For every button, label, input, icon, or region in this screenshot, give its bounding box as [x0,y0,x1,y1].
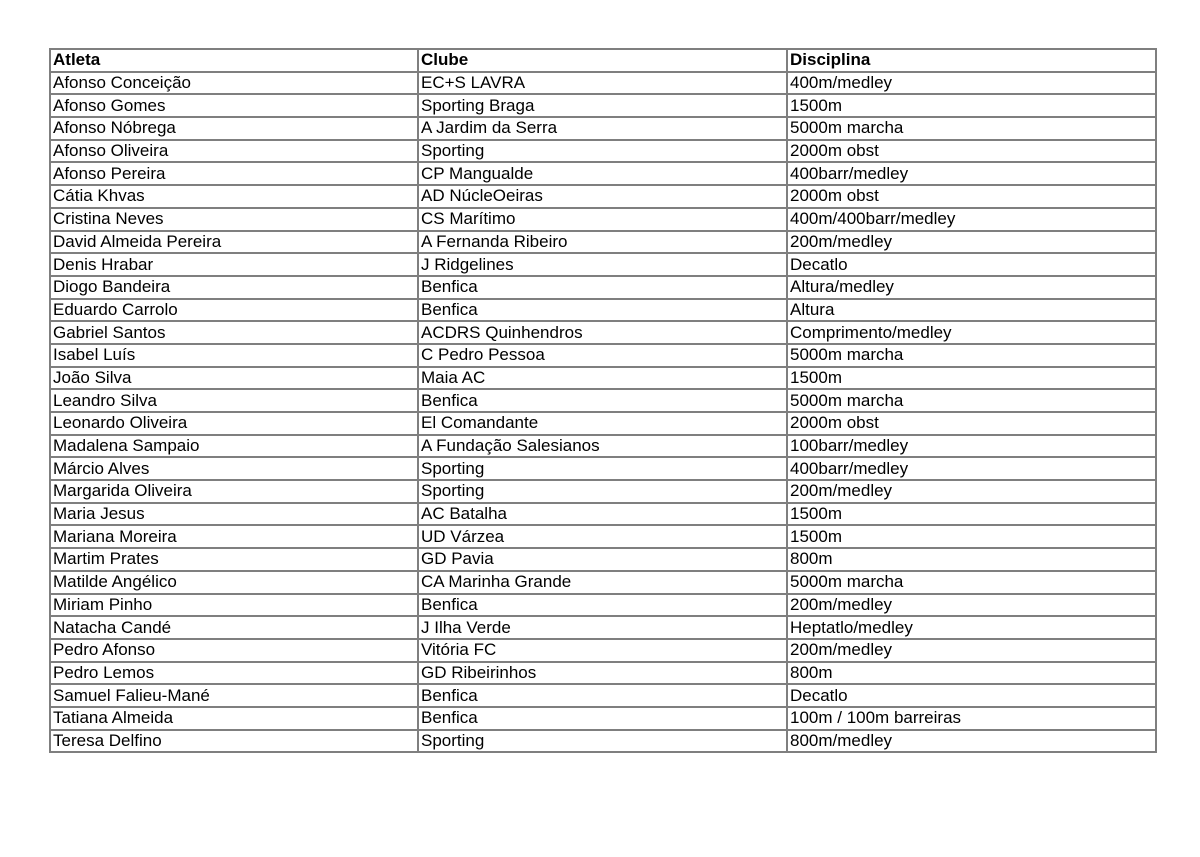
cell-clube: Sporting [418,140,787,163]
cell-atleta: Diogo Bandeira [50,276,418,299]
table-row [50,616,1156,639]
table-row [50,525,1156,548]
cell-clube: El Comandante [418,412,787,435]
cell-atleta: Samuel Falieu-Mané [50,684,418,707]
cell-clube: Benfica [418,299,787,322]
cell-atleta: Pedro Lemos [50,662,418,685]
cell-disciplina: Altura [787,299,1156,322]
table-row [50,117,1156,140]
table-row [50,684,1156,707]
cell-atleta: Cátia Khvas [50,185,418,208]
cell-clube: A Jardim da Serra [418,117,787,140]
table-row [50,321,1156,344]
cell-clube: GD Pavia [418,548,787,571]
cell-atleta: Afonso Gomes [50,94,418,117]
cell-atleta: Mariana Moreira [50,525,418,548]
table-row [50,72,1156,95]
column-header-disciplina: Disciplina [787,49,1156,72]
cell-atleta: Afonso Pereira [50,162,418,185]
cell-atleta: Matilde Angélico [50,571,418,594]
cell-disciplina: 200m/medley [787,594,1156,617]
table-row [50,594,1156,617]
cell-clube: Sporting Braga [418,94,787,117]
cell-atleta: Gabriel Santos [50,321,418,344]
table-row [50,276,1156,299]
athlete-sheet [49,48,1155,753]
cell-clube: Sporting [418,730,787,753]
cell-clube: J Ilha Verde [418,616,787,639]
cell-disciplina: 1500m [787,503,1156,526]
cell-clube: Vitória FC [418,639,787,662]
cell-clube: Benfica [418,684,787,707]
cell-clube: CS Marítimo [418,208,787,231]
cell-disciplina: 400barr/medley [787,162,1156,185]
cell-disciplina: 5000m marcha [787,344,1156,367]
cell-atleta: Afonso Nóbrega [50,117,418,140]
cell-disciplina: 100barr/medley [787,435,1156,458]
table-row [50,367,1156,390]
cell-atleta: João Silva [50,367,418,390]
cell-clube: CP Mangualde [418,162,787,185]
cell-atleta: Maria Jesus [50,503,418,526]
table-body [50,72,1156,753]
cell-atleta: Martim Prates [50,548,418,571]
cell-clube: C Pedro Pessoa [418,344,787,367]
table-row [50,185,1156,208]
cell-atleta: Márcio Alves [50,457,418,480]
cell-disciplina: 5000m marcha [787,389,1156,412]
athletes-table [49,48,1157,753]
table-row [50,162,1156,185]
cell-clube: Sporting [418,480,787,503]
column-header-atleta: Atleta [50,49,418,72]
table-row [50,480,1156,503]
table-row [50,435,1156,458]
cell-disciplina: 400m/medley [787,72,1156,95]
cell-clube: EC+S LAVRA [418,72,787,95]
table-row [50,389,1156,412]
cell-atleta: Cristina Neves [50,208,418,231]
cell-clube: J Ridgelines [418,253,787,276]
cell-disciplina: 100m / 100m barreiras [787,707,1156,730]
cell-disciplina: Heptatlo/medley [787,616,1156,639]
cell-disciplina: 1500m [787,94,1156,117]
header-row [50,49,1156,72]
cell-disciplina: 800m [787,662,1156,685]
table-row [50,344,1156,367]
cell-clube: A Fernanda Ribeiro [418,231,787,254]
table-row [50,662,1156,685]
cell-atleta: Leonardo Oliveira [50,412,418,435]
table-row [50,299,1156,322]
cell-clube: Benfica [418,389,787,412]
cell-atleta: Tatiana Almeida [50,707,418,730]
table-row [50,94,1156,117]
cell-atleta: Teresa Delfino [50,730,418,753]
table-row [50,730,1156,753]
cell-disciplina: 5000m marcha [787,117,1156,140]
table-row [50,548,1156,571]
table-row [50,208,1156,231]
cell-disciplina: 2000m obst [787,140,1156,163]
cell-clube: ACDRS Quinhendros [418,321,787,344]
cell-disciplina: Altura/medley [787,276,1156,299]
cell-disciplina: 2000m obst [787,412,1156,435]
cell-atleta: Madalena Sampaio [50,435,418,458]
cell-clube: AD NúcleOeiras [418,185,787,208]
table-row [50,231,1156,254]
cell-disciplina: 400m/400barr/medley [787,208,1156,231]
table-row [50,412,1156,435]
table-row [50,457,1156,480]
table-row [50,503,1156,526]
cell-atleta: Afonso Oliveira [50,140,418,163]
cell-disciplina: 1500m [787,367,1156,390]
cell-atleta: Margarida Oliveira [50,480,418,503]
cell-clube: CA Marinha Grande [418,571,787,594]
cell-disciplina: 800m [787,548,1156,571]
cell-disciplina: 5000m marcha [787,571,1156,594]
cell-clube: UD Várzea [418,525,787,548]
table-row [50,571,1156,594]
cell-disciplina: 2000m obst [787,185,1156,208]
table-row [50,707,1156,730]
cell-disciplina: Decatlo [787,684,1156,707]
cell-clube: Benfica [418,594,787,617]
cell-disciplina: 1500m [787,525,1156,548]
cell-clube: Maia AC [418,367,787,390]
table-row [50,140,1156,163]
cell-disciplina: 200m/medley [787,639,1156,662]
cell-disciplina: Comprimento/medley [787,321,1156,344]
cell-clube: GD Ribeirinhos [418,662,787,685]
cell-clube: Benfica [418,276,787,299]
cell-clube: A Fundação Salesianos [418,435,787,458]
cell-disciplina: 400barr/medley [787,457,1156,480]
cell-atleta: Natacha Candé [50,616,418,639]
cell-atleta: Isabel Luís [50,344,418,367]
cell-atleta: David Almeida Pereira [50,231,418,254]
cell-clube: Sporting [418,457,787,480]
cell-disciplina: 200m/medley [787,480,1156,503]
cell-clube: Benfica [418,707,787,730]
column-header-clube: Clube [418,49,787,72]
cell-atleta: Pedro Afonso [50,639,418,662]
table-header [50,49,1156,72]
cell-clube: AC Batalha [418,503,787,526]
cell-disciplina: Decatlo [787,253,1156,276]
table-row [50,253,1156,276]
cell-atleta: Afonso Conceição [50,72,418,95]
cell-disciplina: 800m/medley [787,730,1156,753]
cell-atleta: Denis Hrabar [50,253,418,276]
table-row [50,639,1156,662]
cell-atleta: Miriam Pinho [50,594,418,617]
cell-atleta: Eduardo Carrolo [50,299,418,322]
cell-atleta: Leandro Silva [50,389,418,412]
cell-disciplina: 200m/medley [787,231,1156,254]
